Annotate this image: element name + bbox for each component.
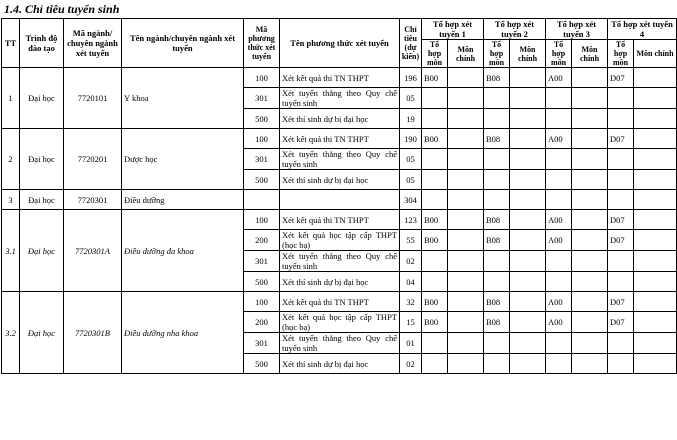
cell-chi-tieu: 02 — [400, 251, 422, 272]
cell-to-hop-3 — [546, 149, 572, 170]
cell-mon-chinh-1 — [448, 68, 484, 88]
cell-mon-chinh-4 — [634, 312, 677, 333]
cell-to-hop-2 — [484, 149, 510, 170]
cell-tt: 2 — [2, 129, 20, 190]
cell-to-hop-1: B00 — [422, 68, 448, 88]
cell-mon-chinh-3 — [572, 109, 608, 129]
table-row — [2, 68, 677, 88]
section-title: 1.4. Chỉ tiêu tuyển sinh — [4, 2, 120, 16]
cell-ma-phuong-thuc: 200 — [244, 230, 280, 251]
subheader-mon-chinh: Môn chính — [448, 40, 484, 68]
cell-to-hop-3 — [546, 251, 572, 272]
cell-mon-chinh-3 — [572, 292, 608, 312]
header-trinh-do: Trình độ đào tạo — [20, 19, 64, 68]
cell-to-hop-2: B08 — [484, 230, 510, 251]
cell-to-hop-1: B00 — [422, 210, 448, 230]
cell-chi-tieu: 32 — [400, 292, 422, 312]
cell-to-hop-1 — [422, 354, 448, 374]
cell-chi-tieu: 04 — [400, 272, 422, 292]
subheader-to-hop-mon: Tổ hợp môn — [422, 40, 448, 68]
cell-mon-chinh-2 — [510, 109, 546, 129]
cell-ten-phuong-thuc: Xét thí sinh dự bị đại học — [280, 109, 400, 129]
cell-ten-nganh: Điều dưỡng — [122, 190, 244, 210]
cell-chi-tieu: 304 — [400, 190, 422, 210]
table-row — [2, 210, 677, 230]
subheader-to-hop-mon: Tổ hợp môn — [546, 40, 572, 68]
cell-mon-chinh-4 — [634, 333, 677, 354]
cell-to-hop-4 — [608, 190, 634, 210]
cell-mon-chinh-3 — [572, 129, 608, 149]
cell-to-hop-4: D07 — [608, 230, 634, 251]
cell-ma-phuong-thuc: 100 — [244, 68, 280, 88]
cell-to-hop-2 — [484, 109, 510, 129]
cell-mon-chinh-1 — [448, 333, 484, 354]
header-tt: TT — [2, 19, 20, 68]
cell-ten-phuong-thuc: Xét kết quả thi TN THPT — [280, 68, 400, 88]
cell-mon-chinh-3 — [572, 170, 608, 190]
cell-mon-chinh-1 — [448, 129, 484, 149]
header-to-hop-4: Tổ hợp xét tuyển 4 — [608, 19, 677, 40]
cell-to-hop-3: A00 — [546, 129, 572, 149]
cell-mon-chinh-4 — [634, 129, 677, 149]
cell-ten-nganh: Điều dưỡng nha khoa — [122, 292, 244, 374]
cell-to-hop-3 — [546, 170, 572, 190]
cell-trinh-do: Đại học — [20, 292, 64, 374]
cell-mon-chinh-4 — [634, 230, 677, 251]
cell-trinh-do: Đại học — [20, 129, 64, 190]
cell-ten-phuong-thuc: Xét tuyển thẳng theo Quy chế tuyển sinh — [280, 251, 400, 272]
subheader-mon-chinh: Môn chính — [510, 40, 546, 68]
cell-to-hop-2 — [484, 272, 510, 292]
cell-ten-phuong-thuc: Xét kết quả thi TN THPT — [280, 292, 400, 312]
table-body — [2, 68, 677, 374]
cell-to-hop-4: D07 — [608, 68, 634, 88]
cell-ten-phuong-thuc: Xét kết quả thi TN THPT — [280, 210, 400, 230]
cell-mon-chinh-2 — [510, 88, 546, 109]
header-ma-phuong-thuc: Mã phương thức xét tuyển — [244, 19, 280, 68]
cell-to-hop-2 — [484, 333, 510, 354]
cell-mon-chinh-3 — [572, 354, 608, 374]
header-chi-tieu: Chỉ tiêu (dự kiến) — [400, 19, 422, 68]
cell-mon-chinh-1 — [448, 292, 484, 312]
cell-chi-tieu: 196 — [400, 68, 422, 88]
cell-mon-chinh-4 — [634, 190, 677, 210]
cell-ten-phuong-thuc — [280, 190, 400, 210]
cell-to-hop-4 — [608, 109, 634, 129]
cell-ten-phuong-thuc: Xét kết quả học tập cấp THPT (học bạ) — [280, 230, 400, 251]
cell-chi-tieu: 55 — [400, 230, 422, 251]
cell-mon-chinh-4 — [634, 292, 677, 312]
cell-to-hop-3: A00 — [546, 210, 572, 230]
cell-ten-phuong-thuc: Xét thí sinh dự bị đại học — [280, 272, 400, 292]
cell-mon-chinh-1 — [448, 210, 484, 230]
cell-mon-chinh-1 — [448, 190, 484, 210]
cell-ten-phuong-thuc: Xét tuyển thẳng theo Quy chế tuyển sinh — [280, 149, 400, 170]
cell-to-hop-3 — [546, 88, 572, 109]
cell-mon-chinh-3 — [572, 210, 608, 230]
cell-to-hop-3: A00 — [546, 68, 572, 88]
cell-to-hop-1: B00 — [422, 129, 448, 149]
cell-mon-chinh-2 — [510, 149, 546, 170]
cell-mon-chinh-3 — [572, 333, 608, 354]
cell-ma-nganh: 7720101 — [64, 68, 122, 129]
cell-mon-chinh-1 — [448, 109, 484, 129]
cell-chi-tieu: 01 — [400, 333, 422, 354]
cell-ten-phuong-thuc: Xét thí sinh dự bị đại học — [280, 170, 400, 190]
cell-mon-chinh-2 — [510, 210, 546, 230]
cell-to-hop-2 — [484, 354, 510, 374]
cell-ma-phuong-thuc: 500 — [244, 272, 280, 292]
cell-mon-chinh-3 — [572, 251, 608, 272]
cell-trinh-do: Đại học — [20, 210, 64, 292]
subheader-mon-chinh: Môn chính — [572, 40, 608, 68]
cell-ten-nganh: Dược học — [122, 129, 244, 190]
cell-tt: 3.1 — [2, 210, 20, 292]
cell-mon-chinh-3 — [572, 149, 608, 170]
cell-mon-chinh-2 — [510, 272, 546, 292]
cell-to-hop-1 — [422, 149, 448, 170]
cell-mon-chinh-3 — [572, 68, 608, 88]
header-to-hop-3: Tổ hợp xét tuyển 3 — [546, 19, 608, 40]
cell-mon-chinh-1 — [448, 354, 484, 374]
header-ten-nganh: Tên ngành/chuyên ngành xét tuyển — [122, 19, 244, 68]
cell-mon-chinh-4 — [634, 354, 677, 374]
cell-chi-tieu: 05 — [400, 149, 422, 170]
cell-mon-chinh-2 — [510, 333, 546, 354]
cell-to-hop-1: B00 — [422, 292, 448, 312]
cell-to-hop-4 — [608, 251, 634, 272]
cell-ten-nganh: Y khoa — [122, 68, 244, 129]
cell-mon-chinh-2 — [510, 129, 546, 149]
cell-chi-tieu: 05 — [400, 88, 422, 109]
cell-tt: 3 — [2, 190, 20, 210]
cell-mon-chinh-1 — [448, 149, 484, 170]
subheader-to-hop-mon: Tổ hợp môn — [484, 40, 510, 68]
cell-mon-chinh-4 — [634, 68, 677, 88]
cell-ten-phuong-thuc: Xét tuyển thẳng theo Quy chế tuyển sinh — [280, 88, 400, 109]
cell-mon-chinh-2 — [510, 68, 546, 88]
cell-to-hop-3 — [546, 272, 572, 292]
cell-to-hop-1 — [422, 333, 448, 354]
cell-to-hop-2: B08 — [484, 292, 510, 312]
cell-to-hop-2: B08 — [484, 210, 510, 230]
cell-chi-tieu: 02 — [400, 354, 422, 374]
cell-to-hop-4: D07 — [608, 129, 634, 149]
cell-ma-phuong-thuc: 301 — [244, 88, 280, 109]
cell-ten-phuong-thuc: Xét kết quả học tập cấp THPT (học bạ) — [280, 312, 400, 333]
subheader-to-hop-mon: Tổ hợp môn — [608, 40, 634, 68]
cell-mon-chinh-1 — [448, 88, 484, 109]
cell-to-hop-4 — [608, 170, 634, 190]
cell-mon-chinh-1 — [448, 272, 484, 292]
cell-to-hop-2 — [484, 88, 510, 109]
cell-ma-phuong-thuc: 100 — [244, 210, 280, 230]
cell-ma-phuong-thuc: 100 — [244, 292, 280, 312]
table-row — [2, 129, 677, 149]
cell-to-hop-3 — [546, 354, 572, 374]
cell-mon-chinh-2 — [510, 292, 546, 312]
cell-to-hop-1: B00 — [422, 312, 448, 333]
cell-to-hop-4 — [608, 354, 634, 374]
cell-to-hop-3 — [546, 190, 572, 210]
cell-tt: 1 — [2, 68, 20, 129]
cell-mon-chinh-3 — [572, 88, 608, 109]
cell-to-hop-1 — [422, 190, 448, 210]
cell-mon-chinh-2 — [510, 230, 546, 251]
cell-chi-tieu: 19 — [400, 109, 422, 129]
cell-to-hop-4: D07 — [608, 312, 634, 333]
cell-chi-tieu: 190 — [400, 129, 422, 149]
cell-ten-nganh: Điều dưỡng đa khoa — [122, 210, 244, 292]
cell-to-hop-4: D07 — [608, 210, 634, 230]
cell-chi-tieu: 123 — [400, 210, 422, 230]
table-row — [2, 292, 677, 312]
cell-to-hop-2: B08 — [484, 129, 510, 149]
cell-to-hop-2 — [484, 170, 510, 190]
cell-ma-phuong-thuc: 200 — [244, 312, 280, 333]
cell-to-hop-1: B00 — [422, 230, 448, 251]
header-to-hop-1: Tổ hợp xét tuyển 1 — [422, 19, 484, 40]
cell-ma-phuong-thuc: 301 — [244, 251, 280, 272]
cell-mon-chinh-1 — [448, 251, 484, 272]
cell-ma-nganh: 7720301A — [64, 210, 122, 292]
cell-trinh-do: Đại học — [20, 68, 64, 129]
cell-to-hop-4 — [608, 272, 634, 292]
cell-ma-phuong-thuc: 301 — [244, 149, 280, 170]
cell-mon-chinh-2 — [510, 190, 546, 210]
cell-to-hop-3: A00 — [546, 230, 572, 251]
cell-to-hop-2 — [484, 251, 510, 272]
cell-mon-chinh-4 — [634, 149, 677, 170]
cell-to-hop-4: D07 — [608, 292, 634, 312]
cell-mon-chinh-4 — [634, 251, 677, 272]
header-ma-nganh: Mã ngành/ chuyên ngành xét tuyển — [64, 19, 122, 68]
cell-chi-tieu: 15 — [400, 312, 422, 333]
cell-to-hop-1 — [422, 109, 448, 129]
cell-mon-chinh-4 — [634, 210, 677, 230]
cell-chi-tieu: 05 — [400, 170, 422, 190]
cell-to-hop-2: B08 — [484, 68, 510, 88]
cell-mon-chinh-1 — [448, 312, 484, 333]
cell-mon-chinh-1 — [448, 170, 484, 190]
header-ten-phuong-thuc: Tên phương thức xét tuyển — [280, 19, 400, 68]
cell-to-hop-1 — [422, 251, 448, 272]
cell-ma-phuong-thuc: 500 — [244, 109, 280, 129]
cell-ma-phuong-thuc: 500 — [244, 170, 280, 190]
admission-quota-table — [1, 18, 677, 374]
cell-to-hop-2: B08 — [484, 312, 510, 333]
cell-to-hop-3 — [546, 333, 572, 354]
table-row — [2, 190, 677, 210]
cell-ma-nganh: 7720301B — [64, 292, 122, 374]
cell-ma-phuong-thuc: 100 — [244, 129, 280, 149]
cell-mon-chinh-4 — [634, 88, 677, 109]
cell-ten-phuong-thuc: Xét tuyển thẳng theo Quy chế tuyển sinh — [280, 333, 400, 354]
cell-mon-chinh-2 — [510, 170, 546, 190]
cell-mon-chinh-2 — [510, 354, 546, 374]
cell-to-hop-3 — [546, 109, 572, 129]
cell-ma-nganh: 7720201 — [64, 129, 122, 190]
cell-mon-chinh-3 — [572, 230, 608, 251]
cell-mon-chinh-3 — [572, 190, 608, 210]
cell-mon-chinh-4 — [634, 272, 677, 292]
cell-mon-chinh-3 — [572, 272, 608, 292]
cell-ten-phuong-thuc: Xét kết quả thi TN THPT — [280, 129, 400, 149]
cell-tt: 3.2 — [2, 292, 20, 374]
cell-to-hop-1 — [422, 170, 448, 190]
cell-to-hop-1 — [422, 272, 448, 292]
cell-to-hop-4 — [608, 149, 634, 170]
cell-ma-phuong-thuc: 500 — [244, 354, 280, 374]
cell-to-hop-4 — [608, 333, 634, 354]
cell-to-hop-1 — [422, 88, 448, 109]
cell-mon-chinh-4 — [634, 170, 677, 190]
cell-to-hop-4 — [608, 88, 634, 109]
cell-mon-chinh-1 — [448, 230, 484, 251]
cell-ma-nganh: 7720301 — [64, 190, 122, 210]
cell-mon-chinh-4 — [634, 109, 677, 129]
cell-mon-chinh-2 — [510, 251, 546, 272]
subheader-mon-chinh: Môn chính — [634, 40, 677, 68]
cell-to-hop-2 — [484, 190, 510, 210]
cell-trinh-do: Đại học — [20, 190, 64, 210]
cell-to-hop-3: A00 — [546, 292, 572, 312]
cell-ma-phuong-thuc: 301 — [244, 333, 280, 354]
header-to-hop-2: Tổ hợp xét tuyển 2 — [484, 19, 546, 40]
cell-ma-phuong-thuc — [244, 190, 280, 210]
cell-to-hop-3: A00 — [546, 312, 572, 333]
cell-mon-chinh-2 — [510, 312, 546, 333]
cell-ten-phuong-thuc: Xét thí sinh dự bị đại học — [280, 354, 400, 374]
cell-mon-chinh-3 — [572, 312, 608, 333]
